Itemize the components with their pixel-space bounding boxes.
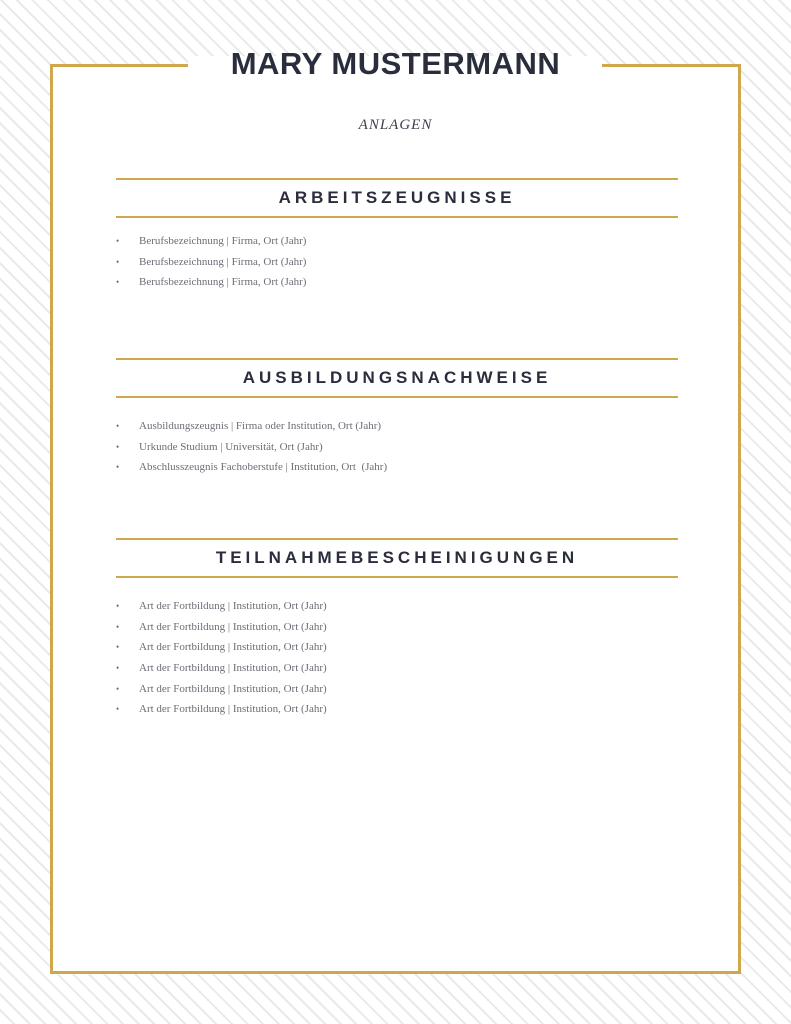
- list-item: • Art der Fortbildung | Institution, Ort (Jahr): [116, 658, 327, 679]
- section-header-ausbildungsnachweise: [116, 358, 678, 398]
- list-item: • Art der Fortbildung | Institution, Ort (Jahr): [116, 596, 327, 617]
- list-item: • Art der Fortbildung | Institution, Ort (Jahr): [116, 699, 327, 720]
- section-header-arbeitszeugnisse: [116, 178, 678, 218]
- section-list-ausbildungsnachweise: [116, 416, 387, 478]
- section-title: TEILNAHMEBESCHEINIGUNGEN: [215, 548, 579, 567]
- page-title: MARY MUSTERMANN: [230, 46, 561, 81]
- list-item: • Abschlusszeugnis Fachoberstufe | Institution, Ort (Jahr): [116, 457, 387, 478]
- section-title: AUSBILDUNGSNACHWEISE: [242, 368, 552, 387]
- list-item: • Berufsbezeichnung | Firma, Ort (Jahr): [116, 231, 306, 252]
- section-list-arbeitszeugnisse: [116, 231, 306, 293]
- list-item: • Berufsbezeichnung | Firma, Ort (Jahr): [116, 252, 306, 273]
- section-title: ARBEITSZEUGNISSE: [278, 188, 516, 207]
- list-item: • Urkunde Studium | Universität, Ort (Jahr): [116, 437, 387, 458]
- list-item: • Art der Fortbildung | Institution, Ort (Jahr): [116, 637, 327, 658]
- page-subtitle: ANLAGEN: [358, 117, 433, 133]
- list-item: • Berufsbezeichnung | Firma, Ort (Jahr): [116, 272, 306, 293]
- list-item: • Art der Fortbildung | Institution, Ort (Jahr): [116, 679, 327, 700]
- list-item: • Art der Fortbildung | Institution, Ort (Jahr): [116, 617, 327, 638]
- section-list-teilnahmebescheinigungen: [116, 596, 327, 720]
- list-item: • Ausbildungszeugnis | Firma oder Institution, Ort (Jahr): [116, 416, 387, 437]
- section-header-teilnahmebescheinigungen: [116, 538, 678, 578]
